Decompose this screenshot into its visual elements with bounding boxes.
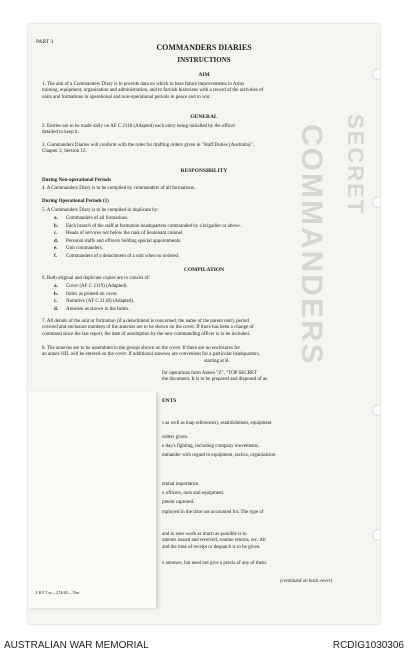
para-5-item-text: Personal staffs and officers holding special appointments. <box>66 238 182 244</box>
partial-line: uments issued and received, routine returns, etc. All <box>162 538 266 544</box>
para-5-item-marker: c. <box>54 231 58 236</box>
partial-line: orders given. <box>162 435 189 440</box>
partial-heading: ENTS <box>162 398 177 404</box>
para-5-item-marker: f. <box>54 253 57 259</box>
para-6-item-text: Annexes as shown in the Index. <box>66 306 130 312</box>
para-5-item-text: Unit commanders. <box>66 246 103 251</box>
partial-line: e day's fighting, including company movements. <box>162 444 260 449</box>
section-heading-compilation: COMPILATION <box>183 267 225 273</box>
para-6-item-text: Cover (AF C 2119) (Adapted). <box>66 284 128 289</box>
document-page <box>28 24 380 624</box>
para-6-item-text: Index as printed on cover. <box>66 291 118 297</box>
para-6-item-marker: d. <box>54 306 59 312</box>
show-through-text: COMMANDERS <box>295 124 328 366</box>
partial-line: mployed in the time not accounted for. The type of <box>162 510 264 515</box>
general-para-3-line-2: Chapter 2, Section 12. <box>42 149 87 155</box>
partial-line: the document. It is to be prepared and disposed of as <box>162 377 268 383</box>
document-title: COMMANDERS DIARIES <box>156 43 252 52</box>
partial-line: and the time of receipt or despatch is to be given. <box>162 544 261 550</box>
para-6-item-marker: b. <box>54 291 59 297</box>
general-para-2-line-2: detailed to keep it. <box>42 130 79 136</box>
para-5-item-text: Each branch of the staff at formation headquarters commanded by a brigadier or above. <box>66 223 241 229</box>
para-8-line-3: starting at B. <box>204 358 230 364</box>
section-heading-responsibility: RESPONSIBILITY <box>180 168 228 174</box>
part-label: PART 3 <box>36 39 54 45</box>
section-heading-general: GENERAL <box>190 114 218 120</box>
para-8-line-1: 8. The annexes are to be assembled in the groups shown on the cover. If there are no enclosures for <box>42 346 241 351</box>
operational-heading: During Operational Periods (1) <box>42 199 109 204</box>
archive-footer <box>0 630 408 654</box>
para-5-item-text: Heads of services not below the rank of lieutenant colonel. <box>66 231 184 236</box>
para-6-item-marker: a. <box>54 284 58 289</box>
print-code: I B F Cry—274/65—15m <box>36 590 80 595</box>
para-6: 6. Both original and duplicate copies are to consist of: <box>42 276 151 281</box>
partial-line: s as well as map references), establishment, equipment <box>162 421 272 426</box>
para-5-item-marker: e. <box>54 246 58 251</box>
partial-line: o officers, men and equipment. <box>162 491 225 496</box>
show-through-text-2: SECRET <box>343 114 368 216</box>
archive-name: AUSTRALIAN WAR MEMORIAL <box>4 640 149 651</box>
para-6-item-text: Narrative (AF C 2118) (Adapted). <box>66 299 135 304</box>
para-5-item-marker: b. <box>54 223 59 229</box>
para-7-line-2: covered and enclosure numbers of the annexes are to be shown on the cover. If there has been a change of <box>42 325 254 331</box>
document-subtitle: INSTRUCTIONS <box>177 56 231 64</box>
para-8-line-2: an annex NIL will be entered on the cover. If additional annexes are convenient for a particular headquarters, <box>42 352 260 358</box>
para-5-item-marker: a. <box>54 216 58 221</box>
aim-line-2: training, equipment, organization and administration, and to furnish historians with a record of the activities of <box>42 88 264 94</box>
partial-line: e annexes, but need not give a precis of any of them. <box>162 561 268 566</box>
partial-line: tential importance. <box>162 482 200 487</box>
non-operational-heading: During Non-operational Periods <box>42 178 111 183</box>
para-5-item-marker: d. <box>54 238 59 244</box>
aim-line-1: 1. The aim of a Commanders Diary is to provide data on which to base future improvements in Army <box>42 82 245 87</box>
para-7-line-3: command since the last report, the date of assumption by the new commanding officer is to be included. <box>42 331 251 337</box>
partial-line: mmander with regard to equipment, tactics, organization <box>162 453 276 458</box>
general-para-3-line-1: 3. Commanders Diaries will conform with the rules for drafting orders given in "Staff Duties (Australia)", <box>42 143 254 148</box>
partial-line: and to save work as much as possible is to <box>162 532 247 537</box>
aim-line-3: units and formations in operational and non-operational periods in peace and in war. <box>42 94 211 100</box>
continued-note: (continued on back cover) <box>280 579 333 584</box>
general-para-2-line-1: 2. Entries are to be made daily on AF C 2118 (Adapted) each entry being initialled by the officer <box>42 124 236 129</box>
para-5-item-text: Commanders of all formations. <box>66 216 129 221</box>
partial-line: for operations form Annex "Z", "TOP SECRET <box>162 371 258 376</box>
para-5: 5. A Commanders Diary is to be compiled in duplicate by: <box>42 208 159 213</box>
partial-line: pment captured. <box>162 500 195 505</box>
para-4: 4. A Commanders Diary is to be compiled by commanders of all formations. <box>42 186 196 191</box>
section-heading-aim: AIM <box>198 72 210 78</box>
para-7-line-1: 7. All details of the unit or formation (if a detachment is concerned, the name of the parent unit), period <box>42 319 249 324</box>
archive-id: RCDIG1030306 <box>332 640 404 651</box>
folded-page-flap <box>28 392 157 608</box>
para-6-item-marker: c. <box>54 299 58 304</box>
para-5-item-text: Commanders of a detachment of a unit when so ordered. <box>66 253 180 259</box>
